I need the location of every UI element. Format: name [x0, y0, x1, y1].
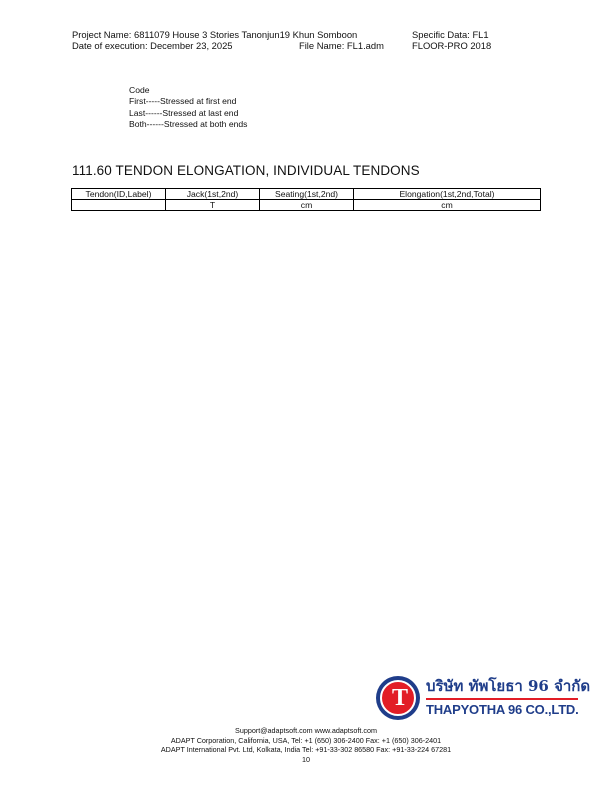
section-title: 111.60 TENDON ELONGATION, INDIVIDUAL TENDONS	[72, 163, 420, 178]
program-name: FLOOR-PRO 2018	[412, 40, 492, 51]
footer-adapt-india: ADAPT International Pvt. Ltd, Kolkata, India Tel: +91-33-302 86580 Fax: +91-33-224 67281	[160, 745, 452, 754]
unit-cell	[72, 200, 166, 211]
logo-english-name: THAPYOTHA 96 CO.,LTD.	[426, 702, 579, 717]
unit-cell: cm	[260, 200, 354, 211]
code-legend-item: First-----Stressed at first end	[129, 96, 237, 107]
column-header: Jack(1st,2nd)	[166, 189, 260, 200]
table-units-row	[72, 200, 541, 211]
unit-cell: cm	[354, 200, 541, 211]
logo-thai-name: บริษัท ทัพโยธา 96 จำกัด	[426, 677, 591, 695]
logo-letter: T	[391, 685, 408, 711]
specific-data: Specific Data: FL1	[412, 29, 489, 40]
project-name: Project Name: 6811079 House 3 Stories Tanonjun19 Khun Somboon	[72, 29, 358, 40]
column-header: Seating(1st,2nd)	[260, 189, 354, 200]
execution-date: Date of execution: December 23, 2025	[72, 40, 233, 51]
file-name: File Name: FL1.adm	[299, 40, 384, 51]
logo-divider	[426, 698, 578, 700]
page-number: 10	[302, 755, 310, 764]
tendon-elongation-table	[71, 188, 541, 211]
code-legend-item: Last------Stressed at last end	[129, 107, 239, 118]
logo-emblem	[376, 676, 420, 720]
company-logo	[376, 674, 591, 722]
code-legend	[129, 85, 247, 131]
table-header-row	[72, 189, 541, 200]
code-legend-item: Both------Stressed at both ends	[129, 119, 248, 130]
footer-adapt-usa: ADAPT Corporation, California, USA, Tel: +1 (650) 306-2400 Fax: +1 (650) 306-2401	[170, 736, 442, 745]
column-header: Tendon(ID,Label)	[72, 189, 166, 200]
column-header: Elongation(1st,2nd,Total)	[354, 189, 541, 200]
footer-support: Support@adaptsoft.com www.adaptsoft.com	[235, 726, 377, 735]
code-legend-title: Code	[129, 85, 150, 95]
unit-cell: T	[166, 200, 260, 211]
